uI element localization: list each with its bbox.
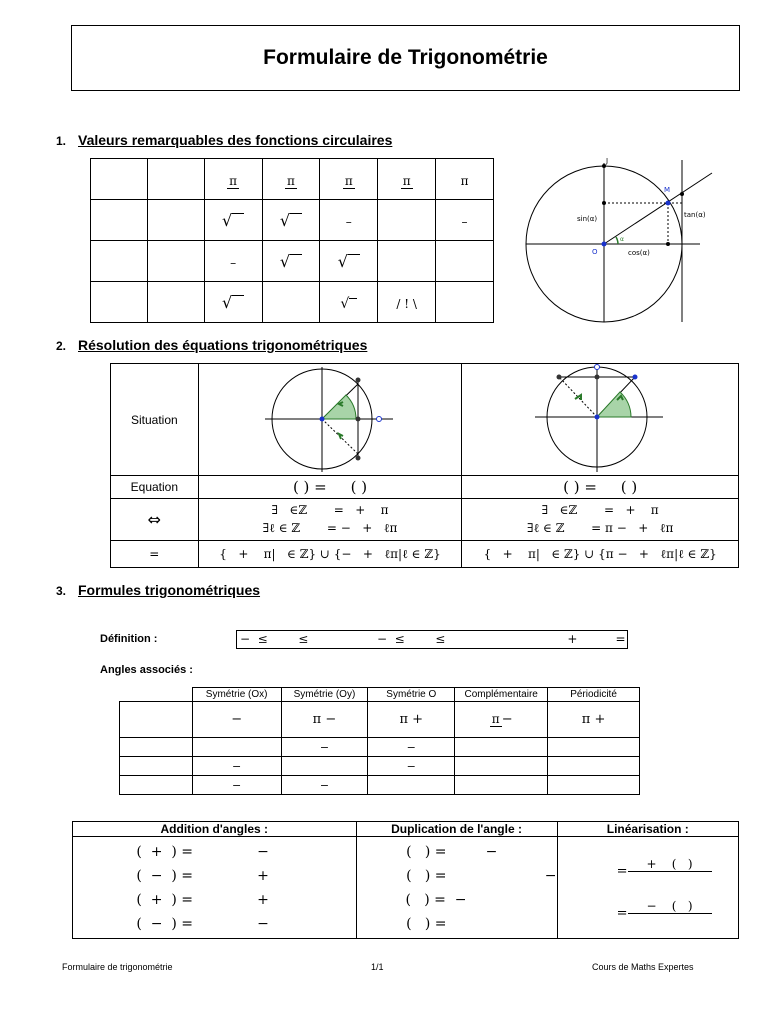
sqrt-symbol: √ [222,211,244,230]
cell [192,738,281,757]
equivalence-symbol: ⇔ [111,499,199,541]
equation-label: Equation [111,476,199,499]
solution-set-label: = [111,541,199,568]
header-pi: π [460,173,469,188]
origin-point [602,242,607,247]
label-m: M [664,186,671,194]
label-sin: sin(α) [577,215,598,223]
cell: π + [548,702,640,738]
cell [455,776,548,795]
unit-circle-figure [520,155,720,325]
linearisation-cell: = + ( ) = − ( ) [557,837,738,939]
cell: − [368,757,455,776]
duplication-cell: ( ) = − ( ) = − ( ) = − ( ) = [356,837,557,939]
sin-equation: ( ) = ( ) [563,478,638,496]
point-m [666,201,671,206]
col-header: Périodicité [548,688,640,702]
col-header: Symétrie O [368,688,455,702]
cell [455,757,548,776]
section-number: 1. [56,134,67,148]
cell [548,757,640,776]
cell [548,738,640,757]
addition-cell: ( + ) = − ( − ) = + ( + ) = + ( − ) = − [73,837,357,939]
alpha-arc [616,237,618,244]
col-header: Complémentaire [455,688,548,702]
cell: − [281,776,368,795]
header-pi: π [401,175,413,189]
section-title: Formules trigonométriques [78,582,261,598]
section-2-heading [54,337,367,355]
label-cos: cos(α) [628,249,650,257]
cell [548,776,640,795]
cell: − [192,757,281,776]
addition-header: Addition d'angles : [73,822,357,837]
cosine-situation-figure [265,364,395,472]
undefined-marker: / ! \ [396,296,417,311]
section-number: 3. [56,584,67,598]
formulas-table [72,821,739,939]
angle-ray [604,173,712,244]
section-1-heading [54,132,392,150]
cell [281,757,368,776]
sqrt-symbol: √ [222,293,244,312]
cos-solution-line-2: ∃ℓ ∈ ℤ = − + ℓπ [262,521,398,535]
col-header: Symétrie (Ox) [192,688,281,702]
section-3-heading [54,582,260,600]
cell [455,738,548,757]
sin-solution-line-2: ∃ℓ ∈ ℤ = π − + ℓπ [526,521,674,535]
label-j: J [606,157,609,165]
cell: π + [368,702,455,738]
cell: − [192,702,281,738]
associated-angles-table: Symétrie (Ox) Symétrie (Oy) Symétrie O Complémentaire Périodicité − π − π + π − π + − − − − − − [119,687,640,795]
linearisation-header: Linéarisation : [557,822,738,837]
sqrt-symbol: √ [340,296,357,312]
equations-table [110,363,739,568]
cos-point [666,242,670,246]
header-pi: π [343,175,355,189]
footer-left: Formulaire de trigonométrie [62,962,173,972]
header-pi: π [285,175,297,189]
cos-solution-set: { + π| ∈ ℤ} ∪ {− + ℓπ|ℓ ∈ ℤ} [219,546,441,561]
cos-equation: ( ) = ( ) [292,478,368,496]
sin-point [602,201,606,205]
header-pi: π [227,175,239,189]
cell [368,776,455,795]
cos-solution-line-1: ∃ ∈ℤ = + π [271,503,389,517]
label-tan: tan(α) [684,211,706,219]
sine-situation-figure [535,364,665,472]
cell: − [192,776,281,795]
sin-solution-line-1: ∃ ∈ℤ = + π [541,503,659,517]
definition-label: Définition : [100,633,158,645]
situation-label: Situation [111,364,199,476]
complement-frac: π [490,713,502,727]
tan-point [680,192,684,196]
sin-solution-set: { + π| ∈ ℤ} ∪ {π − + ℓπ|ℓ ∈ ℤ} [483,546,717,561]
footer-page: 1/1 [371,962,384,972]
sqrt-symbol: √ [280,252,302,271]
values-table: π π π π π √ √ – – – √ √ √ √ / ! \ [90,158,494,323]
sqrt-symbol: √ [338,252,360,271]
cell: − [281,738,368,757]
title-box [71,25,740,91]
page-title: Formulaire de Trigonométrie [263,46,548,69]
sqrt-symbol: √ [280,211,302,230]
footer-right: Cours de Maths Expertes [592,962,694,972]
section-title: Résolution des équations trigonométriques [78,337,368,353]
duplication-header: Duplication de l'angle : [356,822,557,837]
col-header: Symétrie (Oy) [281,688,368,702]
cell: π − [281,702,368,738]
definition-box: − ≤ ≤ − ≤ ≤ + = [236,630,628,649]
angles-label: Angles associés : [100,664,193,676]
section-title: Valeurs remarquables des fonctions circulaires [78,132,393,148]
label-o: O [592,248,598,256]
section-number: 2. [56,339,67,353]
cell: − [368,738,455,757]
label-alpha: α [620,236,624,243]
